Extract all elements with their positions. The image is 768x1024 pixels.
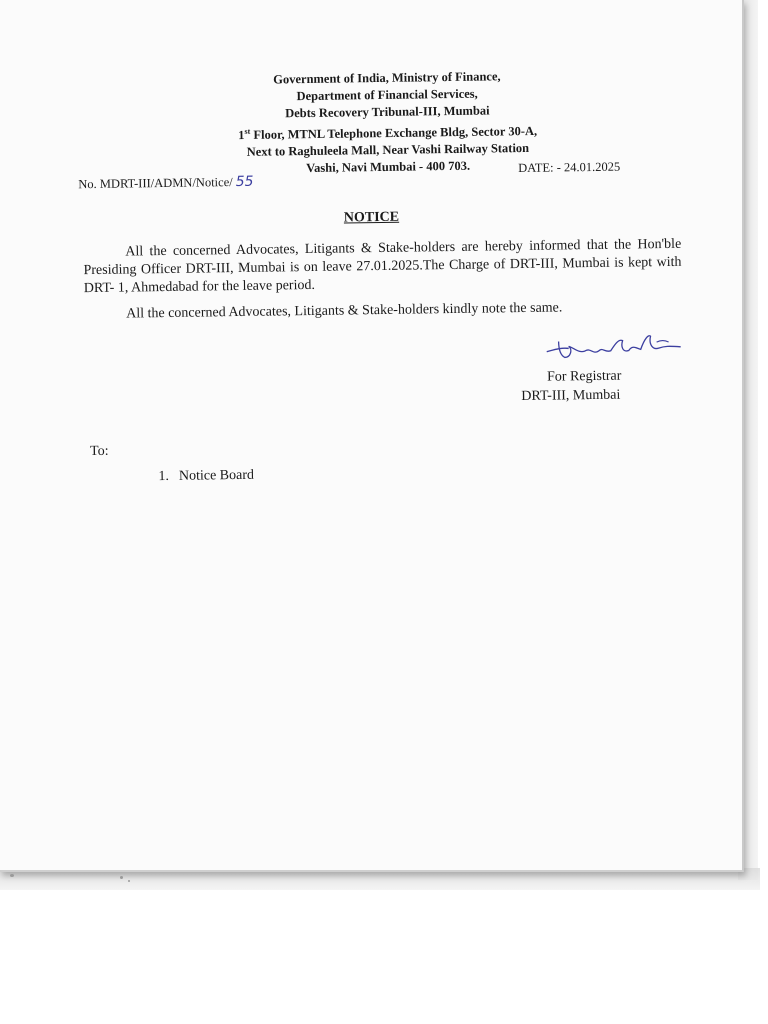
signoff-for-registrar: For Registrar bbox=[546, 368, 622, 385]
recipients-label: To: bbox=[89, 443, 109, 460]
notice-date: DATE: - 24.01.2025 bbox=[518, 159, 621, 176]
signoff-block bbox=[521, 366, 672, 406]
recipient-name: Notice Board bbox=[178, 467, 255, 484]
letterhead-line: Government of India, Ministry of Finance, bbox=[273, 69, 501, 87]
signature-image bbox=[540, 328, 690, 366]
address-floor-number: 1 bbox=[238, 128, 245, 143]
signoff-office: DRT-III, Mumbai bbox=[521, 387, 621, 405]
letterhead-line: Department of Financial Services, bbox=[296, 86, 478, 104]
notice-body-paragraph: All the concerned Advocates, Litigants & Stake-holders are hereby informed that the Hon'ble Presiding Officer DRT-III, Mumbai is on leave 27.01.2025.The Charge of DRT-III, Mumbai is kept with DRT- 1, Ahmedabad for the leave period. bbox=[83, 236, 682, 297]
letterhead-line: Debts Recovery Tribunal-III, Mumbai bbox=[285, 103, 490, 121]
recipient-list-item bbox=[158, 468, 254, 485]
reference-handwritten-number: 55 bbox=[235, 173, 254, 191]
reference-prefix: No. MDRT-III/ADMN/Notice/ bbox=[78, 175, 233, 192]
notice-closing-paragraph: All the concerned Advocates, Litigants & Stake-holders kindly note the same. bbox=[126, 300, 563, 322]
address-floor-suffix: st bbox=[244, 126, 251, 136]
address-rest: Floor, MTNL Telephone Exchange Bldg, Sector 30-A, bbox=[250, 123, 538, 142]
notice-title: NOTICE bbox=[343, 209, 400, 226]
letterhead-line: Next to Raghuleela Mall, Near Vashi Railway Station bbox=[246, 141, 530, 160]
recipient-index: 1. bbox=[158, 468, 170, 485]
reference-number bbox=[78, 174, 253, 192]
letterhead-line: Vashi, Navi Mumbai - 400 703. bbox=[306, 158, 471, 176]
